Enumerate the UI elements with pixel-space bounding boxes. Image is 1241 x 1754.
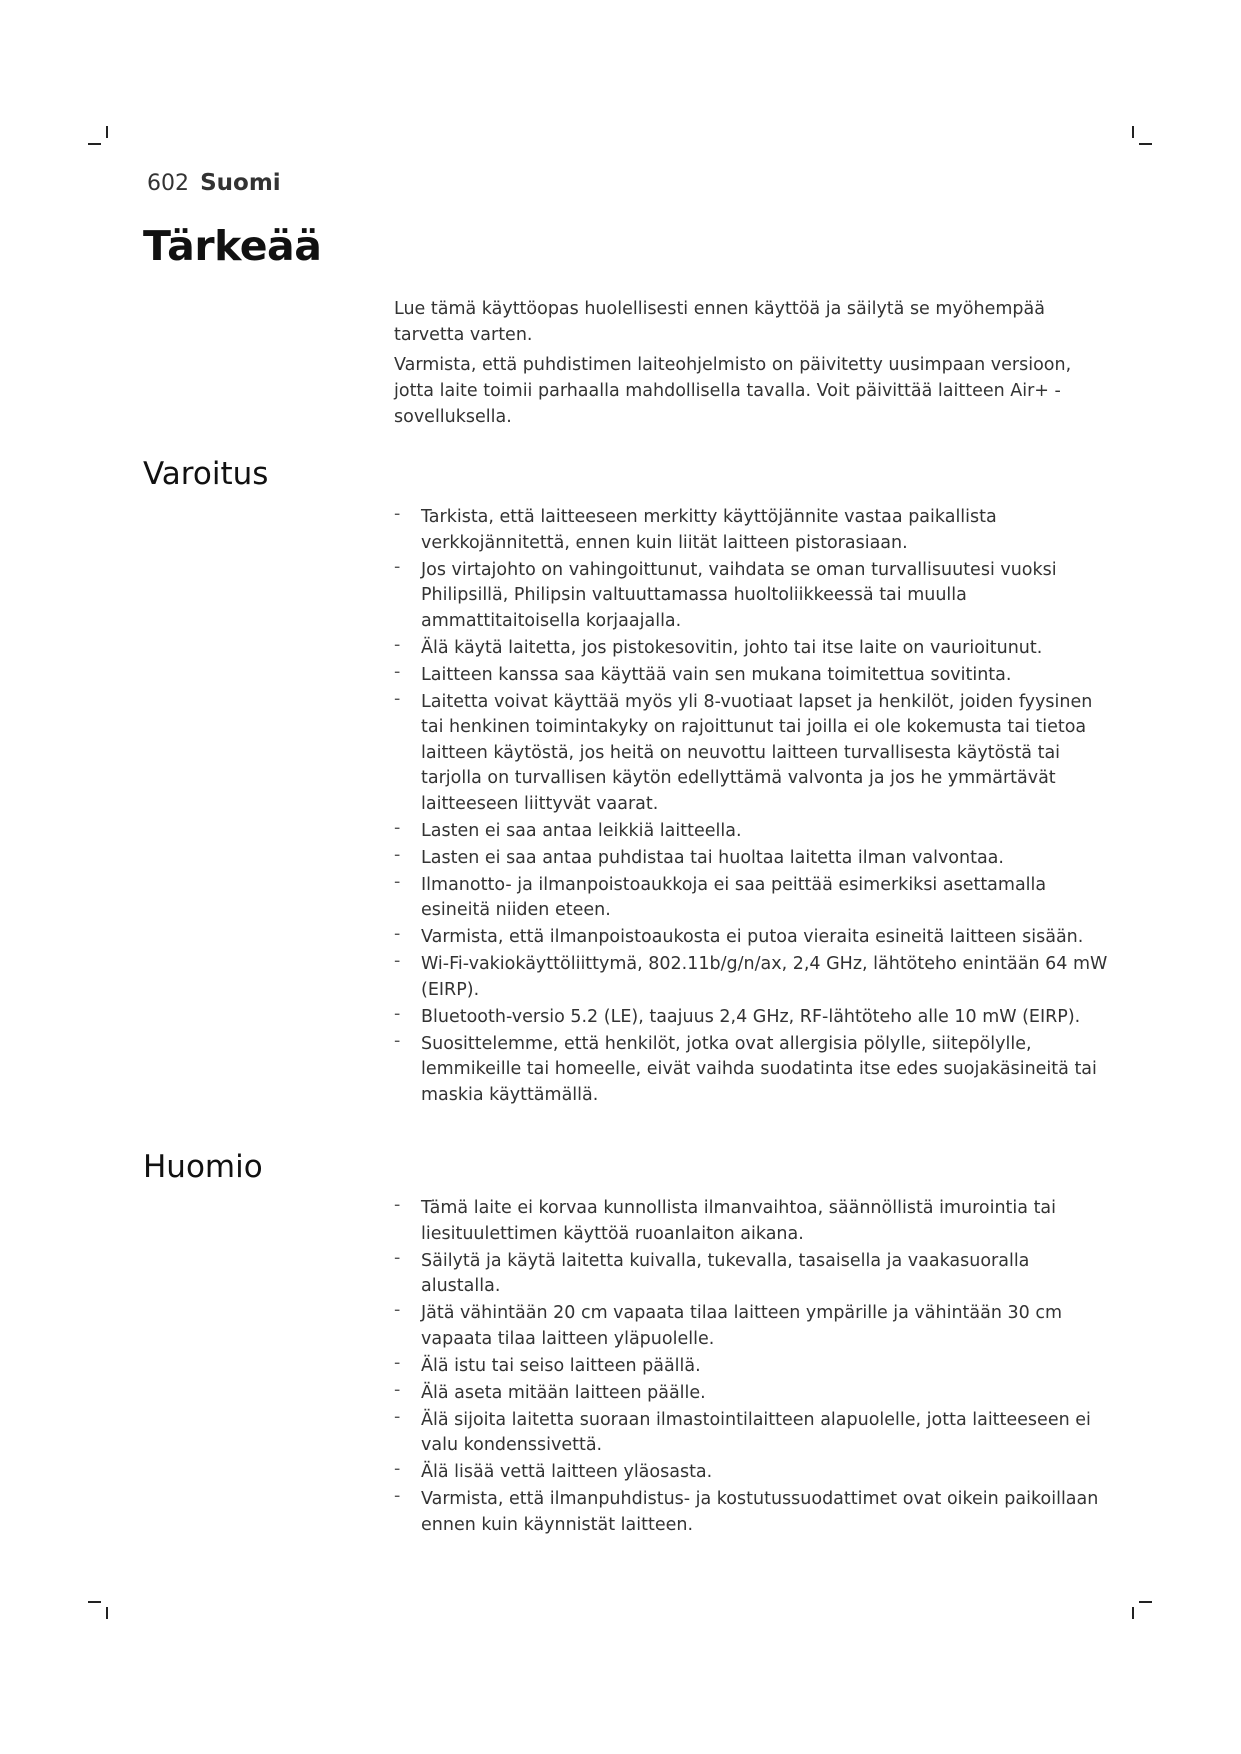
list-item <box>394 663 1114 689</box>
dash-bullet: - <box>394 1459 401 1479</box>
crop-mark-top-right-v <box>1132 126 1134 138</box>
huomio-list <box>394 1196 1114 1540</box>
crop-mark-bottom-right-v <box>1132 1607 1134 1619</box>
list-item <box>394 1460 1114 1486</box>
tarkeaa-paragraph: Lue tämä käyttöopas huolellisesti ennen käyttöä ja säilytä se myöhempää tarvetta varten. <box>394 299 1045 345</box>
list-item-text: Lasten ei saa antaa puhdistaa tai huoltaa laitetta ilman valvontaa. <box>421 847 1004 868</box>
crop-mark-top-left-v <box>106 126 108 138</box>
tarkeaa-paragraph: Varmista, että puhdistimen laiteohjelmisto on päivitetty uusimpaan versioon, jotta laite toimii parhaalla mahdollisella tavalla. Voit päivittää laitteen Air+ -sovelluksella. <box>394 355 1072 427</box>
crop-mark-top-right-h <box>1139 143 1152 145</box>
list-item-text: Suosittelemme, että henkilöt, jotka ovat allergisia pölylle, siitepölylle, lemmikeille tai homeelle, eivät vaihda suodatinta itse edes suojakäsineitä tai maskia käyttämällä. <box>421 1033 1097 1105</box>
dash-bullet: - <box>394 1352 401 1373</box>
tarkeaa-body <box>394 296 1099 434</box>
list-item-text: Säilytä ja käytä laitetta kuivalla, tukevalla, tasaisella ja vaakasuoralla alustalla. <box>421 1250 1030 1296</box>
dash-bullet: - <box>394 1195 401 1215</box>
list-item <box>394 1487 1114 1538</box>
list-item-text: Bluetooth-versio 5.2 (LE), taajuus 2,4 GHz, RF-lähtöteho alle 10 mW (EIRP). <box>421 1006 1081 1027</box>
crop-mark-bottom-left-v <box>106 1607 108 1619</box>
list-item-text: Ilmanotto- ja ilmanpoistoaukkoja ei saa peittää esimerkiksi asettamalla esineitä niiden eteen. <box>421 874 1047 920</box>
dash-bullet: - <box>394 504 401 524</box>
list-item <box>394 1249 1114 1300</box>
list-item-text: Älä aseta mitään laitteen päälle. <box>421 1382 706 1403</box>
dash-bullet: - <box>394 951 401 971</box>
list-item-text: Laitteen kanssa saa käyttää vain sen mukana toimitettua sovitinta. <box>421 664 1012 685</box>
dash-bullet: - <box>394 1300 401 1320</box>
list-item <box>394 952 1114 1003</box>
list-item <box>394 1196 1114 1247</box>
list-item <box>394 636 1114 662</box>
dash-bullet: - <box>394 924 401 944</box>
list-item <box>394 1301 1114 1352</box>
varoitus-list <box>394 505 1114 1110</box>
section-title-huomio: Huomio <box>143 1149 263 1185</box>
list-item-text: Wi-Fi-vakiokäyttöliittymä, 802.11b/g/n/ax, 2,4 GHz, lähtöteho enintään 64 mW (EIRP). <box>421 954 1108 1000</box>
list-item-text: Varmista, että ilmanpuhdistus- ja kostutussuodattimet ovat oikein paikoillaan ennen kuin käynnistät laitteen. <box>421 1489 1099 1535</box>
dash-bullet: - <box>394 1486 401 1506</box>
list-item <box>394 1032 1114 1109</box>
list-item-text: Lasten ei saa antaa leikkiä laitteella. <box>421 820 742 841</box>
dash-bullet: - <box>394 844 401 865</box>
dash-bullet: - <box>394 688 401 709</box>
list-item <box>394 1354 1114 1380</box>
list-item <box>394 505 1114 556</box>
list-item <box>394 925 1114 951</box>
list-item-text: Älä sijoita laitetta suoraan ilmastointilaitteen alapuolelle, jotta laitteeseen ei valu kondenssivettä. <box>421 1409 1091 1455</box>
list-item <box>394 819 1114 845</box>
crop-mark-top-left-h <box>88 143 101 145</box>
list-item <box>394 690 1114 818</box>
list-item-text: Tarkista, että laitteeseen merkitty käyttöjännite vastaa paikallista verkkojännitettä, ennen kuin liität laitteen pistorasiaan. <box>421 507 997 553</box>
list-item <box>394 558 1114 635</box>
list-item-text: Laitetta voivat käyttää myös yli 8-vuotiaat lapset ja henkilöt, joiden fyysinen tai henkinen toimintakyky on rajoittunut tai joilla ei ole kokemusta tai tietoa laitteen käytöstä, jos heitä on neuvottu laitteen turvallisesta käytöstä tai tarjolla on turvallisen käytön edellyttämä valvonta ja jos he ymmärtävät laitteeseen liittyvät vaarat. <box>421 691 1093 814</box>
list-item <box>394 1408 1114 1459</box>
list-item-text: Älä käytä laitetta, jos pistokesovitin, johto tai itse laite on vaurioitunut. <box>421 637 1043 658</box>
dash-bullet: - <box>394 1379 401 1400</box>
list-item-text: Jätä vähintään 20 cm vapaata tilaa laitteen ympärille ja vähintään 30 cm vapaata tilaa laitteen yläpuolelle. <box>421 1303 1063 1349</box>
page-number: 602 <box>147 171 189 196</box>
dash-bullet: - <box>394 661 401 682</box>
dash-bullet: - <box>394 871 401 892</box>
page-language: Suomi <box>200 170 281 196</box>
list-item <box>394 873 1114 924</box>
dash-bullet: - <box>394 1003 401 1024</box>
list-item <box>394 1381 1114 1407</box>
list-item-text: Älä lisää vettä laitteen yläosasta. <box>421 1462 713 1482</box>
section-title-tarkeaa: Tärkeää <box>143 222 322 270</box>
dash-bullet: - <box>394 817 401 838</box>
list-item <box>394 846 1114 872</box>
list-item-text: Jos virtajohto on vahingoittunut, vaihdata se oman turvallisuutesi vuoksi Philipsillä, Philipsin valtuuttamassa huoltoliikkeessä tai muulla ammattitaitoisella korjaajalla. <box>421 559 1057 631</box>
dash-bullet: - <box>394 634 401 655</box>
crop-mark-bottom-left-h <box>88 1601 101 1603</box>
section-title-varoitus: Varoitus <box>143 456 269 492</box>
list-item-text: Varmista, että ilmanpoistoaukosta ei putoa vieraita esineitä laitteen sisään. <box>421 927 1084 947</box>
dash-bullet: - <box>394 1406 401 1427</box>
list-item-text: Tämä laite ei korvaa kunnollista ilmanvaihtoa, säännöllistä imurointia tai liesituulettimen käyttöä ruoanlaiton aikana. <box>421 1198 1057 1244</box>
crop-mark-bottom-right-h <box>1139 1601 1152 1603</box>
dash-bullet: - <box>394 1247 401 1268</box>
list-item <box>394 1005 1114 1031</box>
page-header <box>147 170 281 196</box>
dash-bullet: - <box>394 556 401 577</box>
dash-bullet: - <box>394 1030 401 1051</box>
list-item-text: Älä istu tai seiso laitteen päällä. <box>421 1355 701 1376</box>
